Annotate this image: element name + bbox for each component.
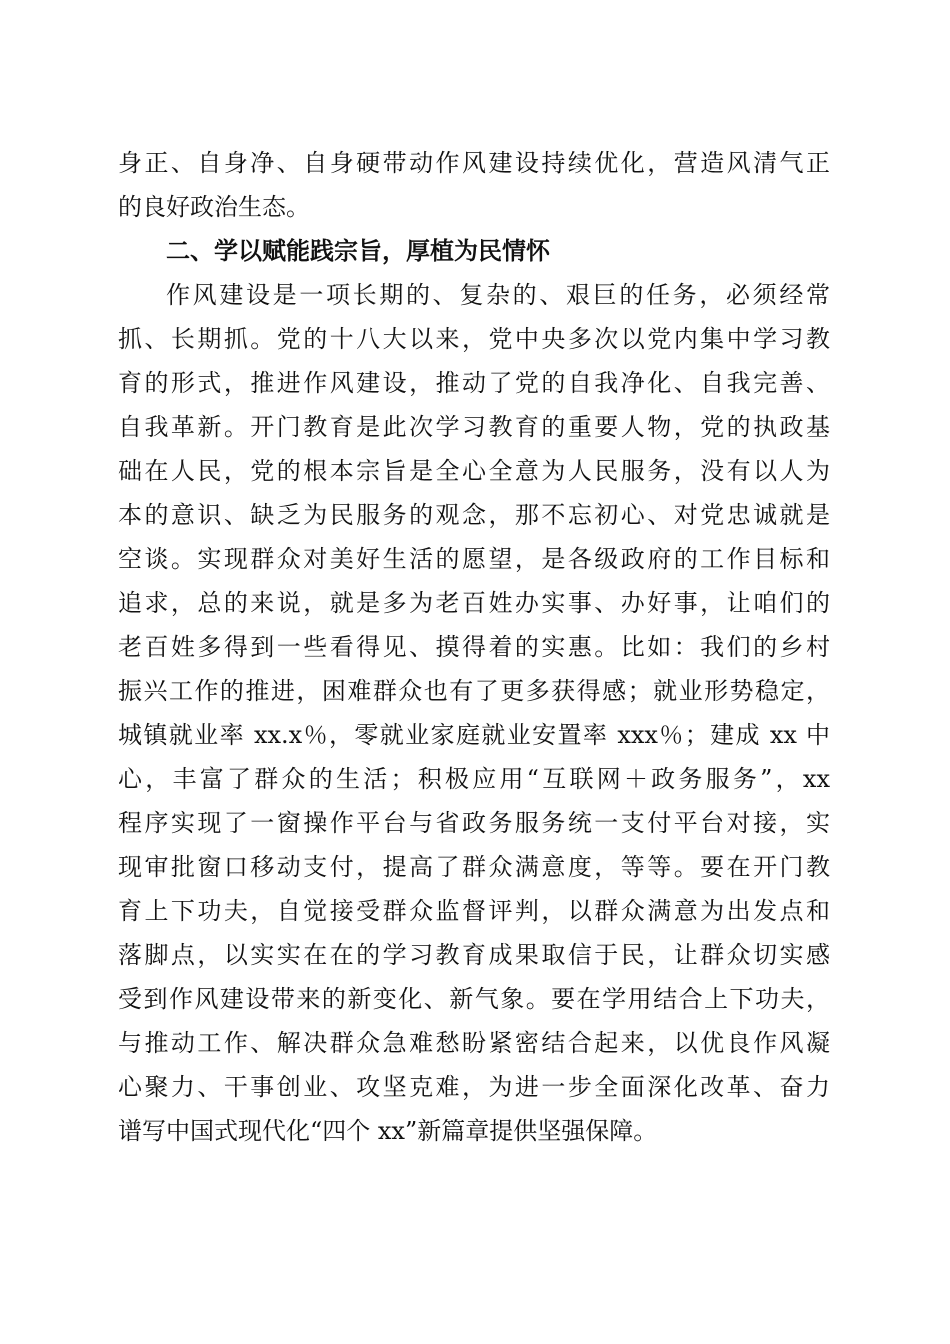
prev-paragraph-line-1: 身正、自身净、自身硬带动作风建设持续优化，营造风清气正	[118, 149, 830, 177]
paragraph-line-2: 抓、长期抓。党的十八大以来，党中央多次以党内集中学习教	[118, 325, 830, 353]
paragraph-line-9: 老百姓多得到一些看得见、摸得着的实惠。比如：我们的乡村	[118, 633, 830, 661]
paragraph-line-12: 心，丰富了群众的生活；积极应用“互联网＋政务服务”，xx	[118, 765, 830, 793]
paragraph-line-8: 追求，总的来说，就是多为老百姓办实事、办好事，让咱们的	[118, 589, 830, 617]
section-heading: 二、学以赋能践宗旨，厚植为民情怀	[166, 237, 550, 265]
paragraph-line-4: 自我革新。开门教育是此次学习教育的重要人物，党的执政基	[118, 413, 830, 441]
paragraph-line-1: 作风建设是一项长期的、复杂的、艰巨的任务，必须经常	[166, 281, 830, 309]
paragraph-line-13: 程序实现了一窗操作平台与省政务服务统一支付平台对接，实	[118, 809, 830, 837]
paragraph-line-6: 本的意识、缺乏为民服务的观念，那不忘初心、对党忠诚就是	[118, 501, 830, 529]
paragraph-line-15: 育上下功夫，自觉接受群众监督评判，以群众满意为出发点和	[118, 897, 830, 925]
paragraph-line-7: 空谈。实现群众对美好生活的愿望，是各级政府的工作目标和	[118, 545, 830, 573]
paragraph-line-11: 城镇就业率 xx.x％，零就业家庭就业安置率 xxx％；建成 xx 中	[118, 721, 830, 749]
paragraph-line-19: 心聚力、干事创业、攻坚克难，为进一步全面深化改革、奋力	[118, 1073, 830, 1101]
paragraph-line-16: 落脚点，以实实在在的学习教育成果取信于民，让群众切实感	[118, 941, 830, 969]
paragraph-line-18: 与推动工作、解决群众急难愁盼紧密结合起来，以优良作风凝	[118, 1029, 830, 1057]
paragraph-line-5: 础在人民，党的根本宗旨是全心全意为人民服务，没有以人为	[118, 457, 830, 485]
paragraph-line-3: 育的形式，推进作风建设，推动了党的自我净化、自我完善、	[118, 369, 830, 397]
paragraph-line-14: 现审批窗口移动支付，提高了群众满意度，等等。要在开门教	[118, 853, 830, 881]
paragraph-line-20: 谱写中国式现代化“四个 xx”新篇章提供坚强保障。	[118, 1117, 658, 1145]
paragraph-line-17: 受到作风建设带来的新变化、新气象。要在学用结合上下功夫，	[118, 985, 830, 1013]
paragraph-line-10: 振兴工作的推进，困难群众也有了更多获得感；就业形势稳定，	[118, 677, 830, 705]
prev-paragraph-line-2: 的良好政治生态。	[118, 193, 310, 221]
